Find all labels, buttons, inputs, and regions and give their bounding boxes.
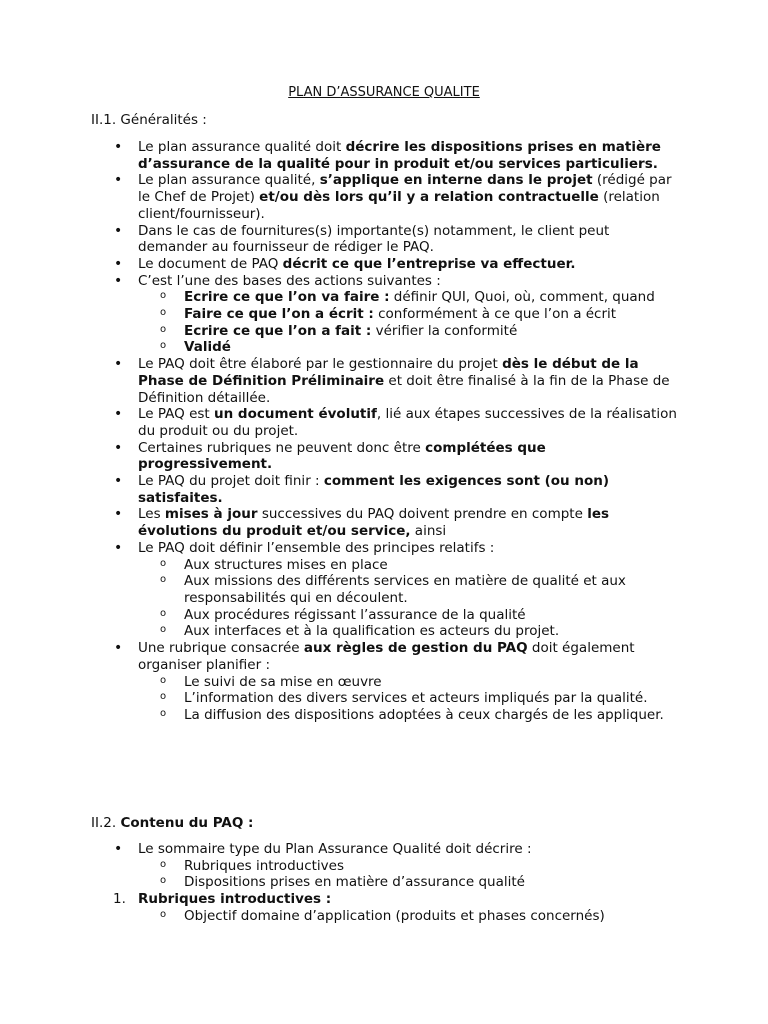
text-run: Rubriques introductives xyxy=(184,857,344,874)
numbered-item xyxy=(113,891,678,924)
bullet-item xyxy=(138,640,678,724)
sub-item xyxy=(184,858,678,875)
bullet-item xyxy=(138,223,678,256)
bold-text: s’applique en interne dans le projet xyxy=(319,172,593,189)
bullet-item xyxy=(138,841,678,891)
section-heading-generalites: II.1. Généralités : xyxy=(91,112,207,128)
bullet-item xyxy=(138,473,678,506)
text-run: (relation client/fournisseur). xyxy=(138,189,660,222)
sub-item xyxy=(184,607,678,624)
text-run: Objectif domaine d’application (produits et phases concernés) xyxy=(184,907,605,924)
text-run: Le plan assurance qualité, xyxy=(138,172,320,189)
sub-item xyxy=(184,557,678,574)
text-run: et doit être finalisé à la fin de la Phase de Définition détaillée. xyxy=(138,372,670,406)
text-run: C’est l’une des bases des actions suivantes : xyxy=(138,272,441,289)
bold-text: mises à jour xyxy=(164,506,258,523)
document-title: PLAN D’ASSURANCE QUALITE xyxy=(288,85,480,100)
text-run: Le PAQ du projet doit finir : xyxy=(138,473,324,490)
bold-text: comment les exigences sont (ou non) satisfaites. xyxy=(138,473,610,506)
item-text xyxy=(138,273,678,290)
text-run: Le PAQ est xyxy=(138,406,214,423)
text-run: Dispositions prises en matière d’assurance qualité xyxy=(184,874,525,891)
item-number: 1. xyxy=(113,891,126,907)
text-run: définir QUI, Quoi, où, comment, quand xyxy=(389,289,655,306)
text-run: Le plan assurance qualité doit xyxy=(138,139,346,155)
bold-text: dès le début de la Phase de Définition Préliminaire xyxy=(138,356,639,389)
bullet-item xyxy=(138,172,678,222)
bullet-item xyxy=(138,440,678,473)
bold-text: décrit ce que l’entreprise va effectuer. xyxy=(282,255,576,272)
item-text xyxy=(138,256,678,273)
text-run: Certaines rubriques ne peuvent donc être xyxy=(138,439,426,456)
bold-text: les évolutions du produit et/ou service, xyxy=(138,506,610,540)
bold-text: Ecrire ce que l’on va faire : xyxy=(184,289,390,306)
text-run: Dans le cas de fournitures(s) importante(s) notamment, le client peut demander au fournisseur de rédiger le PAQ. xyxy=(138,222,610,256)
text-run: , lié aux étapes successives de la réalisation du produit ou du projet. xyxy=(138,406,677,439)
bullet-item xyxy=(138,356,678,406)
item-text xyxy=(138,506,678,539)
bold-text: un document évolutif xyxy=(214,406,377,423)
text-run: Les xyxy=(138,506,165,523)
text-run: doit également organiser planifier : xyxy=(138,640,635,673)
item-text xyxy=(138,172,678,222)
text-run: (rédigé par le Chef de Projet) xyxy=(138,172,672,206)
text-run: L’information des divers services et acteurs impliqués par la qualité. xyxy=(184,690,648,707)
text-run: Aux procédures régissant l’assurance de la qualité xyxy=(184,606,526,623)
text-run: Le PAQ doit définir l’ensemble des principes relatifs : xyxy=(138,539,495,556)
bold-text: Validé xyxy=(184,339,231,356)
text-run: Aux interfaces et à la qualification es acteurs du projet. xyxy=(184,623,560,640)
item-text xyxy=(138,841,678,858)
section-heading-contenu xyxy=(91,815,253,832)
sub-item xyxy=(184,690,678,707)
bullet-item xyxy=(138,540,678,640)
item-text xyxy=(138,356,678,406)
bold-text: décrire les dispositions prises en matière d’assurance de la qualité pour in produit et/ou services particuliers. xyxy=(138,139,661,172)
bullet-item xyxy=(138,273,678,357)
bold-text: Rubriques introductives : xyxy=(138,891,332,907)
text-run: conformément à ce que l’on a écrit xyxy=(373,306,617,323)
sub-item xyxy=(184,323,678,340)
text-run: successives du PAQ doivent prendre en compte xyxy=(257,506,588,523)
section-heading-bold: Contenu du PAQ : xyxy=(120,815,254,831)
text-run: Une rubrique consacrée xyxy=(138,640,304,657)
item-text xyxy=(138,540,678,557)
sub-list xyxy=(138,908,678,925)
text-run: Aux structures mises en place xyxy=(184,556,388,573)
bullet-item xyxy=(138,139,678,172)
sub-list xyxy=(138,674,678,724)
text-run: Le document de PAQ xyxy=(138,255,283,272)
sub-item xyxy=(184,874,678,891)
sub-item xyxy=(184,339,678,356)
generalites-bullet-list xyxy=(138,139,678,724)
sub-list xyxy=(138,858,678,891)
bold-text: Faire ce que l’on a écrit : xyxy=(184,306,374,323)
text-run: Le suivi de sa mise en œuvre xyxy=(184,673,382,690)
text-run: Aux missions des différents services en matière de qualité et aux responsabilités qui en découlent. xyxy=(184,573,626,606)
section-heading-prefix: II.2. xyxy=(91,815,121,831)
item-text xyxy=(138,640,678,673)
bold-text: complétées que progressivement. xyxy=(138,439,546,473)
sub-item xyxy=(184,674,678,691)
text-run: Le sommaire type du Plan Assurance Qualité doit décrire : xyxy=(138,841,532,857)
item-text xyxy=(138,473,678,506)
text-run: Le PAQ doit être élaboré par le gestionnaire du projet xyxy=(138,356,503,373)
sub-item xyxy=(184,573,678,606)
item-text xyxy=(138,139,678,172)
sub-item xyxy=(184,908,678,925)
bold-text: Ecrire ce que l’on a fait : xyxy=(184,322,372,339)
sub-list xyxy=(138,557,678,641)
sub-list xyxy=(138,289,678,356)
bold-text: aux règles de gestion du PAQ xyxy=(303,640,528,657)
bullet-item xyxy=(138,406,678,439)
item-text xyxy=(138,223,678,256)
sub-item xyxy=(184,707,678,724)
sub-item xyxy=(184,306,678,323)
bullet-item xyxy=(138,256,678,273)
item-text xyxy=(138,440,678,473)
sub-item xyxy=(184,623,678,640)
bold-text: et/ou dès lors qu’il y a relation contractuelle xyxy=(259,189,599,206)
text-run: La diffusion des dispositions adoptées à ceux chargés de les appliquer. xyxy=(184,706,664,723)
text-run: ainsi xyxy=(410,523,447,540)
contenu-bullet-list xyxy=(138,841,678,891)
item-text xyxy=(138,406,678,439)
contenu-numbered-list xyxy=(113,891,678,924)
bullet-item xyxy=(138,506,678,539)
sub-item xyxy=(184,289,678,306)
item-text xyxy=(138,891,678,908)
text-run: vérifier la conformité xyxy=(371,322,518,339)
